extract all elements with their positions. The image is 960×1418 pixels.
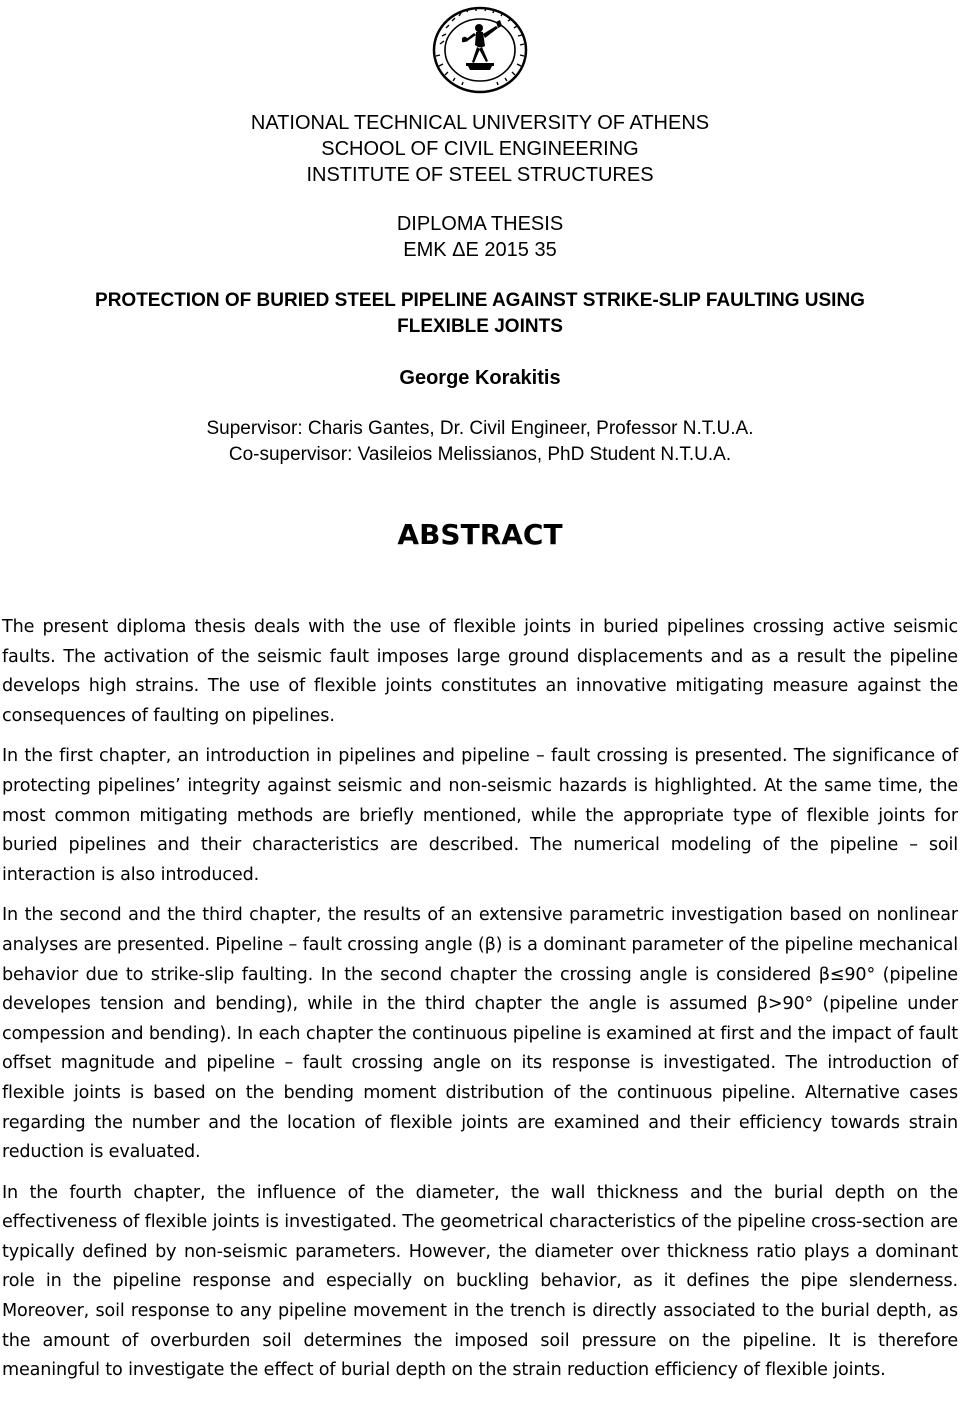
ntua-seal-logo [426,4,534,96]
supervisors-block [0,416,960,468]
thesis-title-line: PROTECTION OF BURIED STEEL PIPELINE AGAINST STRIKE-SLIP FAULTING USING [95,290,865,311]
school-name: SCHOOL OF CIVIL ENGINEERING [321,138,639,160]
co-supervisor-line: Co-supervisor: Vasileios Melissianos, PhD Student N.T.U.A. [228,444,732,465]
diploma-type: DIPLOMA THESIS [396,213,564,235]
diploma-code: EMK ΔΕ 2015 35 [403,239,557,261]
author-name: George Korakitis [399,367,561,389]
institution-name: NATIONAL TECHNICAL UNIVERSITY OF ATHENS [250,112,710,134]
abstract-heading: ABSTRACT [397,518,563,551]
institute-name: INSTITUTE OF STEEL STRUCTURES [306,164,654,186]
abstract-paragraph: In the second and the third chapter, the results of an extensive parametric investigation based on nonlinear analyses are presented. Pipeline – fault crossing angle (β) is a dominant parameter of the pipeline mechanical behavior due to strike-slip faulting. In the second chapter the crossing angle is considered β≤90° (pipeline developes tension and bending), while in the third chapter the angle is assumed β>90° (pipeline under compession and bending). In each chapter the continuous pipeline is examined at first and the impact of fault offset magnitude and pipeline – fault crossing angle on its response is investigated. The introduction of flexible joints is based on the bending moment distribution of the continuous pipeline. Alternative cases regarding the number and the location of flexible joints are examined and their efficiency towards strain reduction is evaluated. [2,905,958,1163]
thesis-title [0,288,960,340]
thesis-title-line: FLEXIBLE JOINTS [397,316,563,337]
abstract-paragraph: In the fourth chapter, the influence of the diameter, the wall thickness and the burial depth on the effectiveness of flexible joints is investigated. The geometrical characteristics of the pipeline cross-section are typically defined by non-seismic parameters. However, the diameter over thickness ratio plays a dominant role in the pipeline response and especially on buckling behavior, as it defines the pipe slenderness. Moreover, soil response to any pipeline movement in the trench is directly associated to the burial depth, as the amount of overburden soil determines the imposed soil pressure on the pipeline. It is therefore meaningful to investigate the effect of burial depth on the strain reduction efficiency of flexible joints. [2,1182,958,1381]
supervisor-line: Supervisor: Charis Gantes, Dr. Civil Engineer, Professor N.T.U.A. [206,418,754,439]
diploma-block [0,211,960,263]
abstract-paragraph: In the first chapter, an introduction in pipelines and pipeline – fault crossing is presented. The significance of protecting pipelines’ integrity against seismic and non-seismic hazards is highlighted. At the same time, the most common mitigating methods are briefly mentioned, while the appropriate type of flexible joints for buried pipelines and their characteristics are described. The numerical modeling of the pipeline – soil interaction is also introduced. [2,746,958,885]
abstract-paragraph: The present diploma thesis deals with the use of flexible joints in buried pipelines crossing active seismic faults. The activation of the seismic fault imposes large ground displacements and as a result the pipeline develops high strains. The use of flexible joints constitutes an innovative mitigating measure against the consequences of faulting on pipelines. [2,617,958,726]
abstract-body [2,613,958,1397]
institution-block [0,110,960,188]
